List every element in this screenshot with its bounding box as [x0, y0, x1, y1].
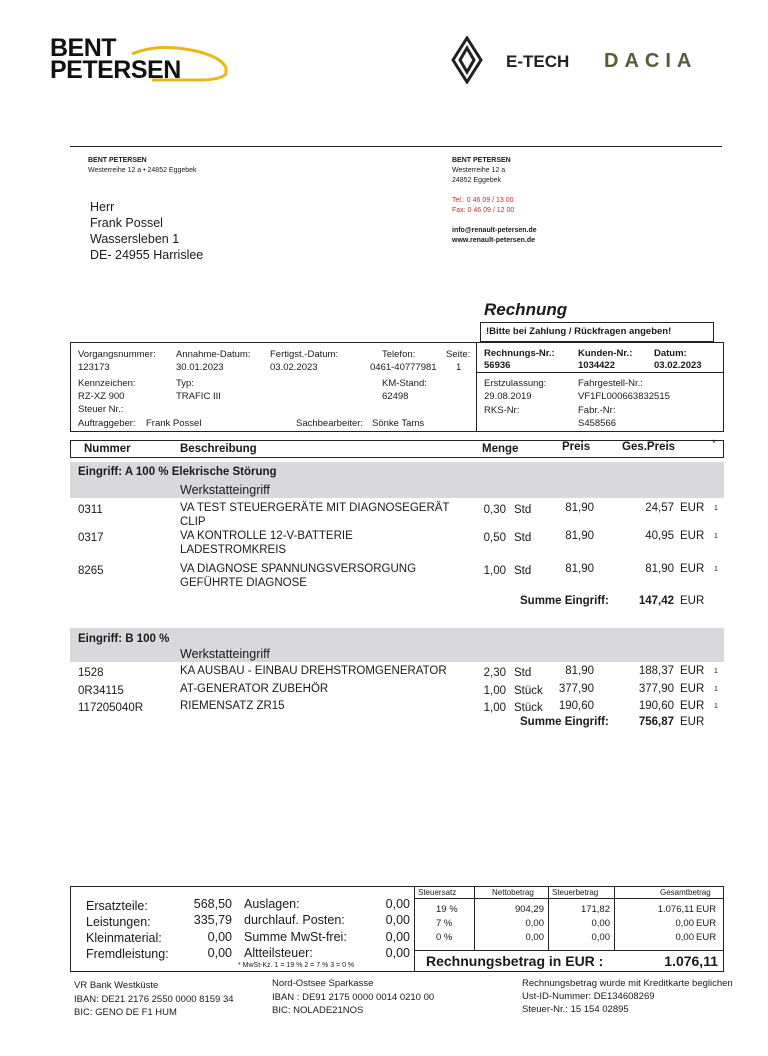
auftraggeber-label: Auftraggeber: — [78, 418, 136, 429]
auslagen-value: 0,00 — [385, 897, 410, 911]
order-info-divider — [476, 342, 477, 432]
fahrgestell-label: Fahrgestell-Nr.: — [578, 378, 643, 389]
recipient-name: Frank Possel — [90, 216, 163, 230]
sender-address: Westerreihe 12 a • 24852 Eggebek — [88, 167, 197, 174]
erstzulassung-label: Erstzulassung: — [484, 378, 547, 389]
invoice-notice: !Bitte bei Zahlung / Rückfragen angeben! — [486, 326, 672, 337]
invoice-title: Rechnung — [484, 300, 568, 319]
item-preis: 81,90 — [565, 665, 594, 677]
item-desc: AT-GENERATOR ZUBEHÖR — [180, 683, 329, 695]
item-menge: 0,50 — [483, 532, 506, 544]
item-nummer: 0317 — [78, 532, 104, 544]
company-web: www.renault-petersen.de — [452, 237, 535, 244]
etech-logo: E-TECH — [506, 52, 570, 71]
item-desc: RIEMENSATZ ZR15 — [180, 700, 285, 712]
recipient-street: Wassersleben 1 — [90, 232, 180, 246]
ersatzteile-value: 568,50 — [193, 897, 232, 911]
item-desc-2: LADESTROMKREIS — [180, 544, 287, 556]
tax-col-1 — [474, 886, 475, 950]
item-flag: 1 — [714, 505, 718, 512]
item-desc-2: CLIP — [180, 516, 206, 528]
col-nummer: Nummer — [84, 443, 131, 455]
item-currency: EUR — [680, 530, 705, 542]
tax-steuer: 0,00 — [591, 932, 610, 943]
bank2-iban: IBAN : DE91 2175 0000 0014 0210 00 — [272, 992, 435, 1003]
altteil-value: 0,00 — [385, 946, 410, 960]
item-nummer: 0311 — [78, 504, 103, 516]
auftraggeber-value: Frank Possel — [146, 418, 202, 429]
item-unit: Std — [514, 565, 532, 577]
rechnungs-nr-label: Rechnungs-Nr.: — [484, 348, 555, 359]
tax-netto: 0,00 — [525, 918, 544, 929]
recipient-city: DE- 24955 Harrislee — [90, 248, 204, 262]
annahme-label: Annahme-Datum: — [176, 349, 251, 360]
recipient-salutation: Herr — [90, 200, 115, 214]
tax-rate: 19 % — [436, 904, 458, 915]
datum-label: Datum: — [654, 348, 687, 359]
item-flag: 1 — [714, 686, 718, 693]
item-unit: Stück — [514, 685, 543, 697]
item-gespreis: 24,57 — [645, 502, 674, 514]
fabr-value: S458566 — [578, 418, 617, 429]
item-unit: Std — [514, 532, 532, 544]
tax-netto: 904,29 — [514, 904, 544, 915]
mwstfrei-label: Summe MwSt-frei: — [244, 930, 347, 944]
col-beschreibung: Beschreibung — [180, 443, 257, 455]
item-preis: 81,90 — [565, 530, 594, 542]
item-desc: VA TEST STEUERGERÄTE MIT DIAGNOSEGERÄT — [180, 502, 450, 514]
item-unit: Std — [514, 667, 532, 679]
item-menge: 1,00 — [483, 685, 506, 697]
item-preis: 81,90 — [565, 563, 594, 575]
bank1-bic: BIC: GENO DE F1 HUM — [74, 1007, 177, 1018]
section-b-sum: 756,87 — [638, 716, 674, 728]
rechnungsbetrag-value: 1.076,11 — [664, 953, 718, 969]
fertig-label: Fertigst.-Datum: — [270, 349, 339, 360]
typ-value: TRAFIC III — [176, 391, 221, 402]
erstzulassung-value: 29.08.2019 — [484, 391, 532, 402]
paid-note: Rechnungsbetrag wurde mit Kreditkarte beglichen — [522, 978, 733, 989]
typ-label: Typ: — [176, 378, 194, 389]
item-nummer: 8265 — [78, 565, 104, 577]
tax-netto: 0,00 — [525, 932, 544, 943]
item-gespreis: 190,60 — [638, 700, 674, 712]
item-currency: EUR — [680, 683, 705, 695]
steuer-nr: Steuer-Nr.: 15 154 02895 — [522, 1004, 629, 1015]
section-a-sum: 147,42 — [638, 595, 674, 607]
kunden-nr-label: Kunden-Nr.: — [578, 348, 633, 359]
section-a-sum-label: Summe Eingriff: — [520, 595, 609, 607]
section-b-sum-label: Summe Eingriff: — [520, 716, 609, 728]
header-rule — [70, 146, 722, 147]
tax-rate: 7 % — [436, 918, 453, 929]
item-flag: 1 — [714, 703, 718, 710]
mwstfrei-value: 0,00 — [385, 930, 410, 944]
company-fax: Fax: 0 46 09 / 12 00 — [452, 207, 515, 214]
company-street: Westerreihe 12 a — [452, 167, 506, 174]
item-flag: 1 — [714, 668, 718, 675]
kleinmaterial-value: 0,00 — [207, 930, 232, 944]
auslagen-label: Auslagen: — [244, 897, 300, 911]
annahme-value: 30.01.2023 — [176, 362, 224, 373]
tax-rate: 0 % — [436, 932, 453, 943]
item-nummer: 0R34115 — [78, 685, 124, 697]
rechnungs-nr-value: 56936 — [484, 360, 511, 371]
sachbearbeiter-value: Sönke Tams — [372, 418, 425, 429]
section-b-title: Eingriff: B 100 % — [78, 633, 170, 645]
item-flag: 1 — [714, 533, 718, 540]
tax-h-satz: Steuersatz — [418, 888, 457, 897]
fahrgestell-value: VF1FL000663832515 — [578, 391, 670, 402]
dacia-logo: DACIA — [604, 50, 698, 72]
bank2-name: Nord-Ostsee Sparkasse — [272, 978, 374, 989]
item-preis: 377,90 — [558, 683, 594, 695]
vorgang-label: Vorgangsnummer: — [78, 349, 156, 360]
tax-col-2 — [548, 886, 549, 950]
tax-gesamt: 0,00 — [675, 932, 694, 943]
mwst-note: * MwSt-Kz. 1 = 19 % 2 = 7 % 3 = 0 % — [238, 962, 355, 969]
tax-bottom-rule — [414, 950, 724, 951]
kleinmaterial-label: Kleinmaterial: — [86, 931, 162, 945]
section-b-sum-cur: EUR — [680, 716, 705, 728]
tax-col-3 — [614, 886, 615, 950]
durchlauf-value: 0,00 — [385, 913, 410, 927]
col-star: * — [712, 438, 716, 449]
item-unit: Stück — [514, 702, 543, 714]
renault-logo-icon — [450, 36, 484, 89]
item-preis: 81,90 — [565, 502, 594, 514]
ust-id: Ust-ID-Nummer: DE134608269 — [522, 991, 655, 1002]
leistungen-value: 335,79 — [193, 913, 232, 927]
steuer-label: Steuer Nr.: — [78, 404, 124, 415]
datum-value: 03.02.2023 — [654, 360, 702, 371]
col-gespreis: Ges.Preis — [622, 441, 676, 453]
item-unit: Std — [514, 504, 532, 516]
item-preis: 190,60 — [558, 700, 594, 712]
sender-name: BENT PETERSEN — [88, 157, 147, 164]
altteil-label: Altteilsteuer: — [244, 946, 313, 960]
item-nummer: 117205040R — [78, 702, 144, 714]
item-currency: EUR — [680, 502, 705, 514]
fertig-value: 03.02.2023 — [270, 362, 318, 373]
tax-h-netto: Nettobetrag — [492, 888, 534, 897]
item-desc: VA KONTROLLE 12-V-BATTERIE — [180, 530, 353, 542]
item-menge: 0,30 — [483, 504, 506, 516]
item-gespreis: 40,95 — [645, 530, 674, 542]
section-b-sub: Werkstatteingriff — [180, 647, 270, 661]
item-desc: VA DIAGNOSE SPANNUNGSVERSORGUNG — [180, 563, 417, 575]
seite-label: Seite: — [446, 349, 471, 360]
company-tel: Tel.: 0 46 09 / 13 00 — [452, 197, 514, 204]
tax-currency: EUR — [696, 904, 717, 915]
col-preis: Preis — [562, 441, 591, 453]
rechnungsbetrag-label: Rechnungsbetrag in EUR : — [426, 953, 604, 969]
rks-label: RKS-Nr: — [484, 405, 520, 416]
company-city: 24852 Eggebek — [452, 177, 502, 184]
seite-value: 1 — [456, 362, 462, 373]
item-gespreis: 377,90 — [638, 683, 674, 695]
sachbearbeiter-label: Sachbearbeiter: — [296, 418, 364, 429]
section-a-sum-cur: EUR — [680, 595, 705, 607]
tax-gesamt: 1.076,11 — [657, 904, 694, 915]
item-nummer: 1528 — [78, 667, 104, 679]
bank1-name: VR Bank Westküste — [74, 980, 159, 991]
item-currency: EUR — [680, 700, 705, 712]
section-a-sub: Werkstatteingriff — [180, 483, 270, 497]
bank1-iban: IBAN: DE21 2176 2550 0000 8159 34 — [74, 994, 234, 1005]
tax-currency: EUR — [696, 932, 717, 943]
durchlauf-label: durchlauf. Posten: — [244, 913, 345, 927]
ersatzteile-label: Ersatzteile: — [86, 899, 148, 913]
tax-steuer: 171,82 — [580, 904, 610, 915]
item-gespreis: 81,90 — [645, 563, 674, 575]
bank2-bic: BIC: NOLADE21NOS — [272, 1005, 364, 1016]
telefon-value: 0461-40777981 — [370, 362, 437, 373]
vorgang-value: 123173 — [78, 362, 110, 373]
tax-gesamt: 0,00 — [675, 918, 694, 929]
company-name: BENT PETERSEN — [452, 157, 511, 164]
item-currency: EUR — [680, 665, 705, 677]
company-email: info@renault-petersen.de — [452, 227, 537, 234]
km-value: 62498 — [382, 391, 409, 402]
tax-currency: EUR — [696, 918, 717, 929]
km-label: KM-Stand: — [382, 378, 427, 389]
fremdleistung-value: 0,00 — [207, 946, 232, 960]
section-a-title: Eingriff: A 100 % Elekrische Störung — [78, 466, 277, 478]
fabr-label: Fabr.-Nr: — [578, 405, 616, 416]
kennzeichen-value: RZ-XZ 900 — [78, 391, 125, 402]
item-menge: 1,00 — [483, 702, 506, 714]
item-currency: EUR — [680, 563, 705, 575]
item-flag: 1 — [714, 566, 718, 573]
kunden-nr-value: 1034422 — [578, 360, 615, 371]
item-gespreis: 188,37 — [638, 665, 674, 677]
tax-h-gesamt: Gesamtbetrag — [660, 888, 711, 897]
col-menge: Menge — [482, 443, 519, 455]
tax-h-steuer: Steuerbetrag — [552, 888, 599, 897]
logo-text-bent: BENT — [50, 34, 117, 62]
logo-text-petersen: PETERSEN — [50, 56, 181, 84]
leistungen-label: Leistungen: — [86, 915, 151, 929]
tax-steuer: 0,00 — [591, 918, 610, 929]
item-desc-2: GEFÜHRTE DIAGNOSE — [180, 577, 307, 589]
fremdleistung-label: Fremdleistung: — [86, 947, 169, 961]
invoice-meta-rule — [476, 372, 724, 373]
kennzeichen-label: Kennzeichen: — [78, 378, 136, 389]
item-menge: 1,00 — [483, 565, 506, 577]
tax-header-rule — [414, 898, 724, 899]
telefon-label: Telefon: — [382, 349, 416, 360]
item-desc: KA AUSBAU - EINBAU DREHSTROMGENERATOR — [180, 665, 447, 677]
item-menge: 2,30 — [483, 667, 506, 679]
